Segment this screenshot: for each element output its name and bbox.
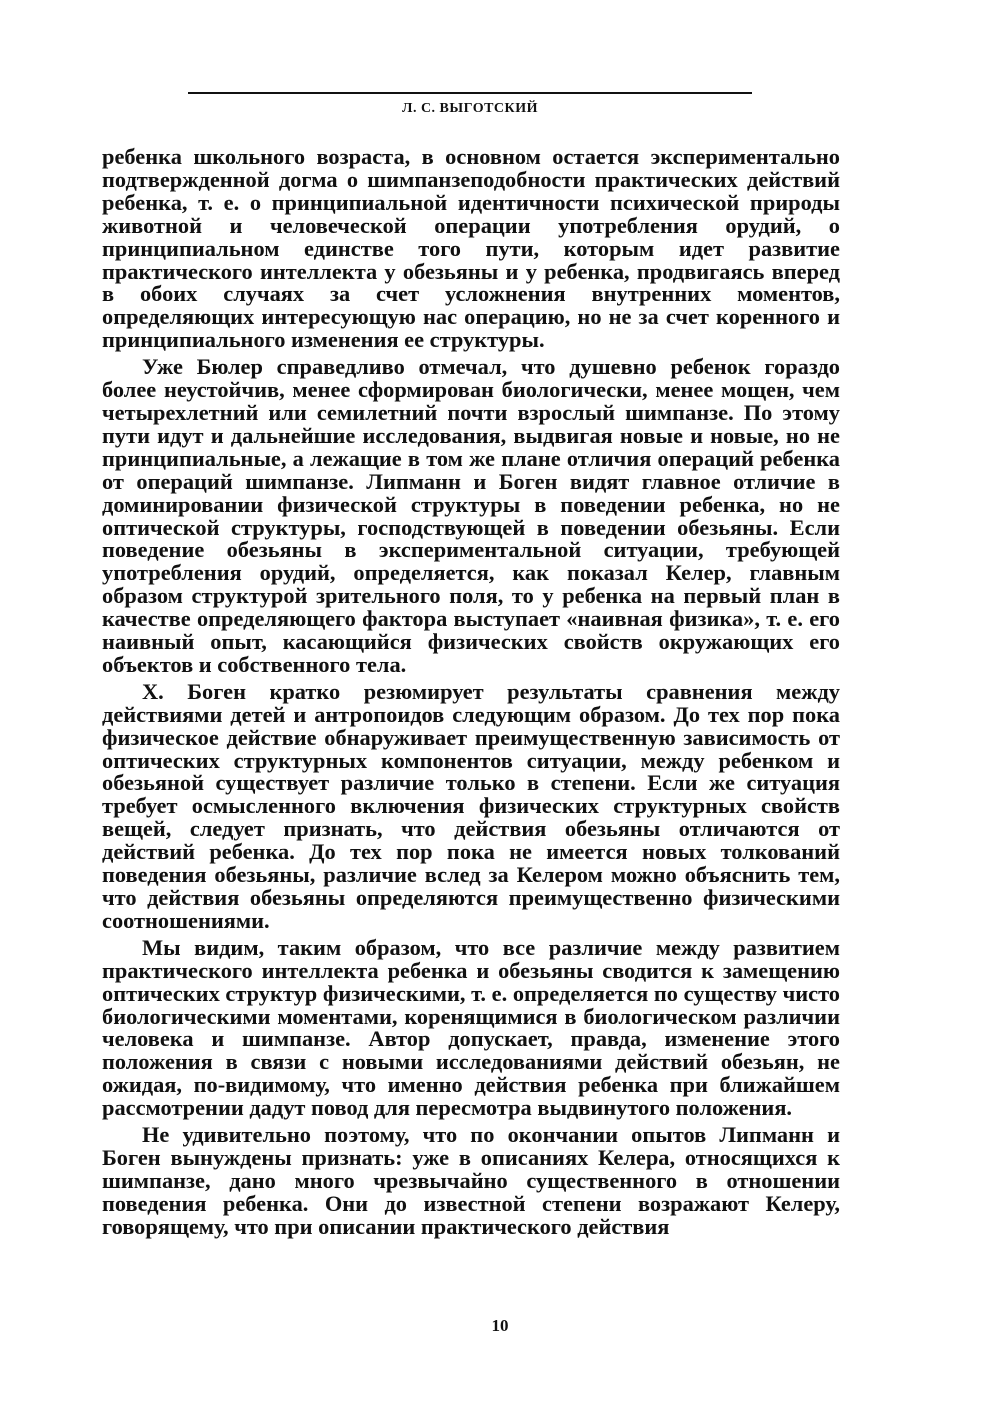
- header-rule: [188, 92, 752, 94]
- paragraph: ребенка школьного возраста, в основном остается экспериментально подтвержденной догма о шимпанзеподобности практических действий ребенка, т. е. о принципиальной идентичности психической природы животной и человеческой операции употребления орудий, о принципиальном единстве того пути, которым идет развитие практического интеллекта у обезьяны и у ребенка, продвигаясь вперед в обоих случаях за счет усложнения внутренних моментов, определяющих интересующую нас операцию, но не за счет коренного и принципиального изменения ее структуры.: [102, 144, 840, 353]
- running-head: Л. С. ВЫГОТСКИЙ: [402, 101, 538, 116]
- page-number: 10: [491, 1316, 509, 1335]
- body-text: [102, 146, 840, 1239]
- paragraph: Не удивительно поэтому, что по окончании опытов Липманн и Боген вынуждены признать: уже в описаниях Келера, относящихся к шимпанзе, дано много чрезвычайно существенного в отношении поведения ребенка. Они до известной степени возражают Келеру, говорящему, что при описании практического действия: [102, 1122, 840, 1239]
- paragraph: Х. Боген кратко резюмирует результаты сравнения между действиями детей и антропоидов следующим образом. До тех пор пока физическое действие обнаруживает преимущественную зависимость от оптических структурных компонентов ситуации, между ребенком и обезьяной существует различие только в степени. Если же ситуация требует осмысленного включения физических структурных свойств вещей, следует признать, что действия обезьяны отличаются от действий ребенка. До тех пор пока не имеется новых толкований поведения обезьяны, различие вслед за Келером можно объяснить тем, что действия обезьяны определяются преимущественно физическими соотношениями.: [102, 678, 840, 933]
- paragraph: Мы видим, таким образом, что все различие между развитием практического интеллекта ребенка и обезьяны сводится к замещению оптических структур физическими, т. е. определяется по существу чисто биологическими моментами, коренящимися в биологическом различии человека и шимпанзе. Автор допускает, правда, изменение этого положения в связи с новыми исследованиями действий обезьян, не ожидая, по-видимому, что именно действия ребенка при ближайшем рассмотрении дадут повод для пересмотра выдвинутого положения.: [102, 934, 840, 1121]
- paragraph: Уже Бюлер справедливо отмечал, что душевно ребенок гораздо более неустойчив, менее сформирован биологически, менее мощен, чем четырехлетний или семилетний почти взрослый шимпанзе. По этому пути идут и дальнейшие исследования, выдвигая новые и новые, но не принципиальные, а лежащие в том же плане отличия операций ребенка от операций шимпанзе. Липманн и Боген видят главное отличие в доминировании физической структуры в поведении ребенка, но не оптической структуры, господствующей в поведении обезьяны. Если поведение обезьяны в экспериментальной ситуации, требующей употребления орудий, определяется, как показал Келер, главным образом структурой зрительного поля, то у ребенка на первый план в качестве определяющего фактора выступает «наивная физика», т. е. его наивный опыт, касающийся физических свойств окружающих его объектов и собственного тела.: [102, 354, 840, 677]
